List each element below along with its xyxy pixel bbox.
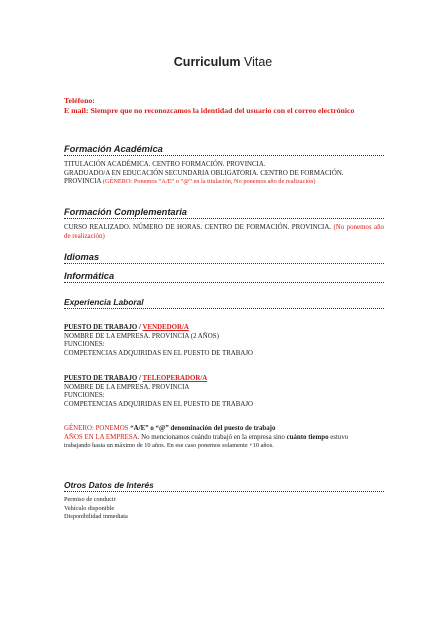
complementaria-black: CURSO REALIZADO. NÚMERO DE HORAS. CENTRO DE FORMACIÓN. PROVINCIA. bbox=[64, 224, 334, 231]
note1-red: GÉNERO: PONEMOS bbox=[64, 425, 131, 432]
section-academica: Formación Académica bbox=[64, 144, 384, 156]
otros-list bbox=[64, 496, 384, 522]
job1-role: VENDEDOR/A bbox=[142, 324, 189, 331]
job2-sep: / bbox=[137, 375, 143, 382]
academica-line1: TITULACIÓN ACADÉMICA. CENTRO FORMACIÓN. PROVINCIA. bbox=[64, 161, 266, 168]
page-title bbox=[0, 55, 446, 69]
job1-skills: COMPETENCIAS ADQUIRIDAS EN EL PUESTO DE TRABAJO bbox=[64, 349, 253, 357]
otros-item: Vehículo disponible bbox=[64, 504, 115, 512]
job2 bbox=[64, 375, 384, 409]
academica-line3 bbox=[64, 178, 384, 187]
academica-text bbox=[64, 161, 384, 187]
job1-label: PUESTO DE TRABAJO bbox=[64, 324, 138, 331]
email-line bbox=[64, 106, 404, 115]
section-informatica: Informática bbox=[64, 271, 384, 283]
job1-title bbox=[64, 324, 384, 333]
title-bold: Curriculum bbox=[173, 55, 241, 69]
job2-functions: FUNCIONES: bbox=[64, 392, 105, 400]
complementaria-text bbox=[64, 224, 384, 241]
note2-bold: cuánto tiempo bbox=[286, 433, 329, 441]
phone-label: Teléfono: bbox=[64, 96, 95, 105]
note2-tail: estuvo bbox=[328, 433, 349, 441]
otros-item: Disponibilidad inmediata bbox=[64, 513, 128, 521]
job1-sep: / bbox=[137, 324, 143, 331]
job2-company: NOMBRE DE LA EMPRESA. PROVINCIA bbox=[64, 383, 190, 391]
section-complementaria: Formación Complementaria bbox=[64, 207, 384, 219]
title-normal: Vitae bbox=[243, 55, 273, 69]
job1 bbox=[64, 324, 384, 358]
academica-line2: GRADUADO/A EN EDUCACIÓN SECUNDARIA OBLIGATORIA. CENTRO DE FORMACIÓN. bbox=[64, 169, 344, 177]
note2-red: AÑOS EN LA EMPRESA. bbox=[64, 433, 140, 441]
note3: trabajando hasta un máximo de 10 años. En ese caso ponemos solamente +10 años. bbox=[64, 442, 274, 450]
job2-title bbox=[64, 375, 384, 384]
job2-skills: COMPETENCIAS ADQUIRIDAS EN EL PUESTO DE TRABAJO bbox=[64, 400, 253, 408]
note2-text: No mencionamos cuándo trabajó en la empresa sino bbox=[139, 433, 287, 441]
note1 bbox=[64, 425, 384, 434]
section-otros: Otros Datos de Interés bbox=[64, 480, 384, 492]
academica-line3-red: (GÉNERO: Ponemos “A/E” o “@” en la titulación, No ponemos año de realización) bbox=[102, 178, 316, 186]
note1-bold: “A/E” o “@” denominación del puesto de trabajo bbox=[130, 425, 276, 432]
experiencia-notes bbox=[64, 425, 384, 451]
job2-label: PUESTO DE TRABAJO bbox=[64, 375, 138, 382]
section-experiencia: Experiencia Laboral bbox=[64, 297, 384, 309]
complementaria-red: (No ponemos año de realización) bbox=[64, 224, 384, 240]
job1-company: NOMBRE DE LA EMPRESA. PROVINCIA (2 AÑOS) bbox=[64, 332, 219, 340]
job2-role: TELEOPERADOR/A bbox=[142, 375, 208, 382]
otros-item: Permiso de conducir bbox=[64, 496, 116, 503]
academica-line3-black: PROVINCIA bbox=[64, 178, 103, 186]
job1-functions: FUNCIONES: bbox=[64, 341, 105, 349]
email-note: Siempre que no reconozcamos la identidad del usuario con el correo electrónico bbox=[90, 106, 355, 115]
note2 bbox=[64, 434, 384, 443]
section-idiomas: Idiomas bbox=[64, 252, 384, 264]
email-label: E mail: bbox=[64, 106, 89, 115]
